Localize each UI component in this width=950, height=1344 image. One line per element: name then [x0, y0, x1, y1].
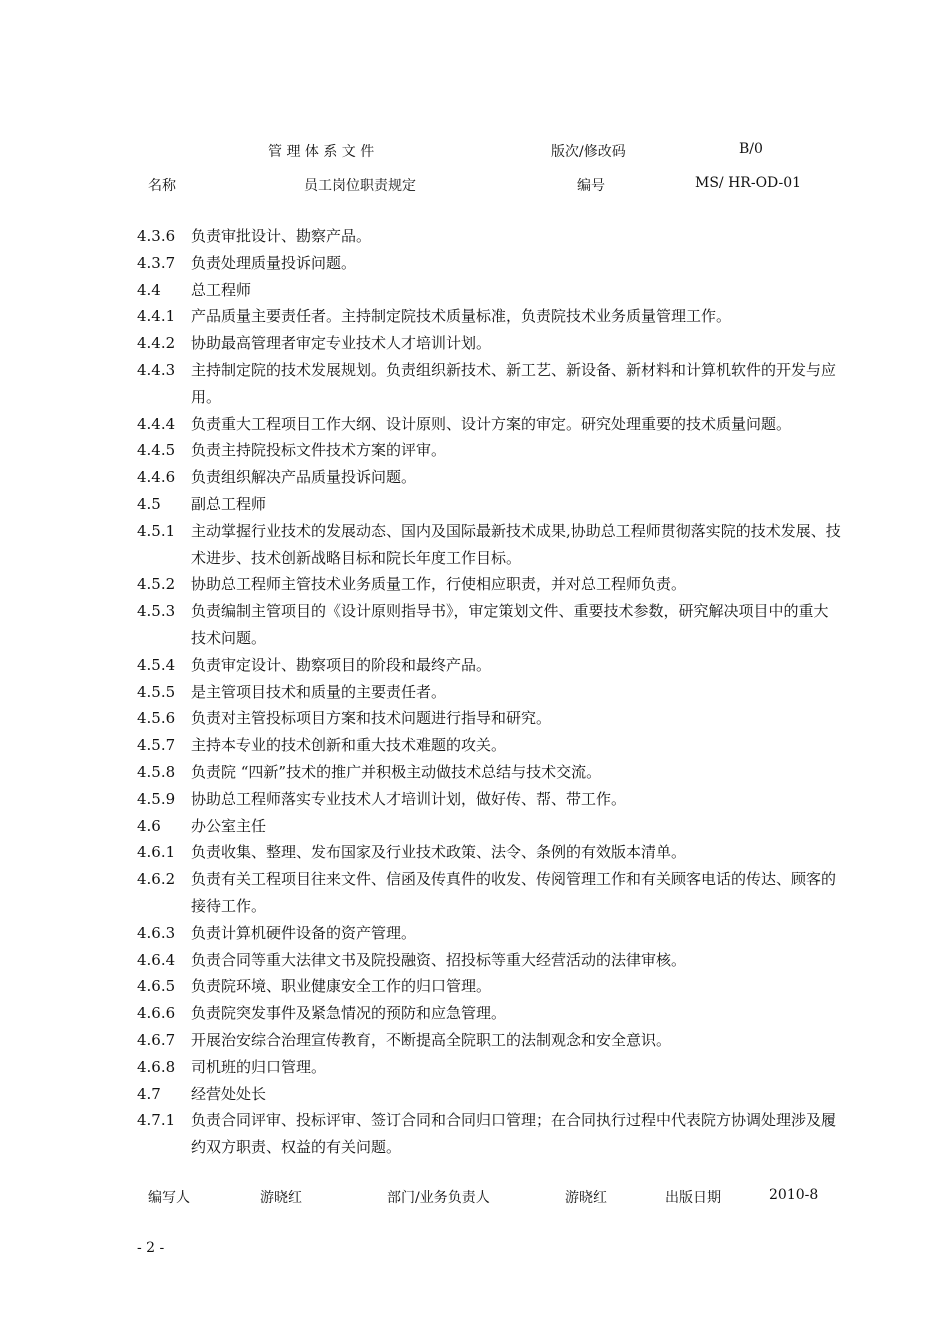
name-value: 员工岗位职责规定: [304, 178, 416, 194]
clause-text: 负责院 “四新”技术的推广并积极主动做技术总结与技术交流。: [191, 762, 602, 781]
clause-number: 4.4.4: [137, 414, 176, 433]
clause-text: 负责有关工程项目往来文件、信函及传真件的收发、传阅管理工作和有关顾客电话的传达、顾客的接待工作。: [191, 870, 837, 915]
clause-text: 总工程师: [191, 280, 252, 299]
clause-number: 4.4: [137, 280, 161, 299]
clause-item: [137, 786, 842, 813]
clause-text: 主持本专业的技术创新和重大技术难题的攻关。: [191, 736, 507, 755]
clause-text: 负责编制主管项目的《设计原则指导书》，审定策划文件、重要技术参数，研究解决项目中的重大技术问题。: [191, 602, 829, 647]
clause-item: [137, 705, 842, 732]
clause-text: 主持制定院的技术发展规划。负责组织新技术、新工艺、新设备、新材料和计算机软件的开发与应用。: [191, 360, 837, 406]
clause-text: 负责收集、整理、发布国家及行业技术政策、法令、条例的有效版本清单。: [191, 843, 687, 862]
clause-item: [137, 652, 842, 679]
clause-item: [137, 437, 842, 464]
clause-item: [137, 920, 842, 947]
clause-text: 副总工程师: [191, 494, 267, 513]
date-value: 2010-8: [769, 1187, 819, 1203]
page-number: - 2 -: [137, 1240, 165, 1256]
dept-label: 部门/业务负责人: [387, 1190, 490, 1206]
clause-item: [137, 947, 842, 974]
clause-number: 4.5.7: [137, 736, 176, 755]
clause-text: 是主管项目技术和质量的主要责任者。: [191, 682, 447, 701]
author-value: 游晓红: [260, 1190, 302, 1206]
clause-item: [137, 518, 842, 572]
clause-item: [137, 223, 842, 250]
clause-text: 负责合同等重大法律文书及院投融资、招投标等重大经营活动的法律审核。: [191, 950, 687, 969]
clause-list: [137, 223, 842, 1161]
clause-text: 司机班的归口管理。: [191, 1057, 327, 1076]
clause-number: 4.5.1: [137, 521, 176, 540]
clause-item: [137, 1000, 842, 1027]
clause-item: [137, 973, 842, 1000]
number-label: 编号: [577, 178, 605, 194]
clause-number: 4.5.9: [137, 789, 176, 808]
clause-item: [137, 250, 842, 277]
clause-number: 4.5.2: [137, 575, 176, 594]
clause-number: 4.7: [137, 1084, 161, 1103]
clause-number: 4.6: [137, 816, 161, 835]
clause-item: [137, 1107, 842, 1161]
clause-item: [137, 598, 842, 652]
version-value: B/0: [739, 141, 763, 157]
clause-text: 负责组织解决产品质量投诉问题。: [191, 468, 417, 487]
clause-text: 负责院突发事件及紧急情况的预防和应急管理。: [191, 1004, 507, 1023]
clause-number: 4.6.2: [137, 870, 176, 889]
clause-text: 负责合同评审、投标评审、签订合同和合同归口管理；在合同执行过程中代表院方协调处理涉及履约双方职责、权益的有关问题。: [191, 1111, 837, 1157]
clause-number: 4.5.8: [137, 762, 176, 781]
clause-text: 开展治安综合治理宣传教育，不断提高全院职工的法制观念和安全意识。: [191, 1030, 672, 1049]
clause-number: 4.4.6: [137, 468, 176, 487]
clause-number: 4.6.4: [137, 950, 176, 969]
system-title: 管 理 体 系 文 件: [268, 144, 375, 160]
number-value: MS/ HR-OD-01: [695, 175, 802, 191]
clause-item: [137, 1054, 842, 1081]
name-label: 名称: [148, 178, 176, 194]
clause-item: [137, 679, 842, 706]
clause-number: 4.6.8: [137, 1057, 176, 1076]
clause-item: [137, 1081, 842, 1108]
clause-item: [137, 1027, 842, 1054]
clause-text: 经营处处长: [191, 1084, 267, 1103]
clause-number: 4.4.1: [137, 307, 176, 326]
clause-text: 协助总工程师主管技术业务质量工作，行使相应职责，并对总工程师负责。: [191, 575, 687, 594]
clause-text: 负责审批设计、勘察产品。: [191, 227, 372, 245]
clause-number: 4.5.6: [137, 709, 176, 728]
author-label: 编写人: [148, 1190, 190, 1206]
clause-number: 4.3.6: [137, 227, 176, 245]
clause-number: 4.4.2: [137, 334, 176, 353]
clause-item: [137, 491, 842, 518]
clause-text: 主动掌握行业技术的发展动态、国内及国际最新技术成果,协助总工程师贯彻落实院的技术发展、技术进步、技术创新战略目标和院长年度工作目标。: [191, 521, 841, 567]
clause-text: 负责处理质量投诉问题。: [191, 253, 357, 272]
clause-item: [137, 464, 842, 491]
clause-item: [137, 813, 842, 840]
clause-number: 4.6.7: [137, 1030, 176, 1049]
clause-text: 负责重大工程项目工作大纲、设计原则、设计方案的审定。研究处理重要的技术质量问题。: [191, 414, 792, 433]
clause-item: [137, 411, 842, 438]
clause-number: 4.4.3: [137, 360, 176, 379]
clause-number: 4.7.1: [137, 1111, 176, 1130]
clause-number: 4.6.1: [137, 843, 176, 862]
clause-text: 负责审定设计、勘察项目的阶段和最终产品。: [191, 655, 492, 674]
clause-number: 4.5: [137, 494, 161, 513]
clause-item: [137, 866, 842, 920]
clause-number: 4.6.6: [137, 1004, 176, 1023]
version-label: 版次/修改码: [551, 144, 626, 160]
clause-item: [137, 330, 842, 357]
clause-number: 4.6.3: [137, 923, 176, 942]
clause-number: 4.6.5: [137, 977, 176, 996]
clause-text: 负责院环境、职业健康安全工作的归口管理。: [191, 977, 492, 996]
clause-text: 负责主持院投标文件技术方案的评审。: [191, 441, 447, 460]
clause-number: 4.5.5: [137, 682, 176, 701]
clause-number: 4.3.7: [137, 253, 176, 272]
clause-number: 4.4.5: [137, 441, 176, 460]
clause-item: [137, 357, 842, 411]
clause-item: [137, 303, 842, 330]
clause-text: 负责对主管投标项目方案和技术问题进行指导和研究。: [191, 709, 552, 728]
clause-text: 负责计算机硬件设备的资产管理。: [191, 923, 417, 942]
clause-item: [137, 759, 842, 786]
clause-text: 办公室主任: [191, 816, 267, 835]
clause-item: [137, 839, 842, 866]
clause-item: [137, 732, 842, 759]
clause-text: 协助最高管理者审定专业技术人才培训计划。: [191, 334, 492, 353]
dept-value: 游晓红: [565, 1190, 607, 1206]
clause-text: 协助总工程师落实专业技术人才培训计划，做好传、帮、带工作。: [191, 789, 627, 808]
clause-number: 4.5.3: [137, 602, 176, 621]
date-label: 出版日期: [665, 1190, 721, 1206]
clause-item: [137, 571, 842, 598]
clause-item: [137, 277, 842, 304]
clause-text: 产品质量主要责任者。主持制定院技术质量标准，负责院技术业务质量管理工作。: [191, 307, 732, 326]
clause-number: 4.5.4: [137, 655, 176, 674]
